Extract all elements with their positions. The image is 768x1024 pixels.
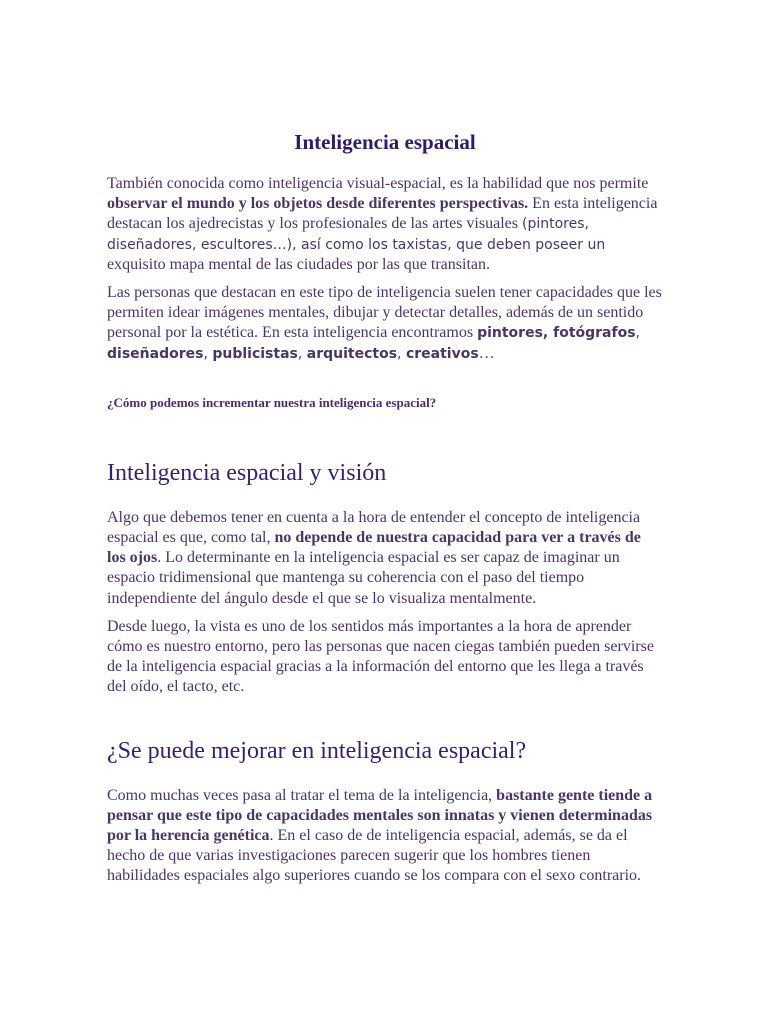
bold-text: diseñadores	[107, 345, 204, 362]
bold-text: publicistas	[212, 345, 298, 362]
bold-text: arquitectos	[306, 345, 398, 362]
text-span: ,	[203, 345, 213, 362]
paragraph-traits	[107, 283, 663, 364]
text-span: Algo que debemos tener en cuenta a la hora de entender el concepto de inteligencia espacial es que, como tal,	[107, 508, 641, 547]
text-span: . Lo determinante en la inteligencia espacial es ser capaz de imaginar un espacio tridimensional que mantenga su coherencia con el paso del tiempo independiente del ángulo desde el que se lo visualiza mentalmente.	[107, 549, 620, 607]
text-span: Las personas que destacan en este tipo de inteligencia suelen tener capacidades que les permiten idear imágenes mentales, dibujar y detectar detalles, además de un sentido personal por la estética. En esta inteligencia encontramos	[107, 284, 662, 342]
paragraph-improve	[107, 786, 663, 887]
bold-text: creativos	[405, 345, 479, 362]
section-heading-vision: Inteligencia espacial y visión	[107, 459, 387, 486]
text-span: , así como los taxistas, que deben poseer un	[292, 236, 606, 253]
text-span: ,	[635, 325, 640, 342]
document-title: Inteligencia espacial	[294, 130, 476, 154]
section-heading-improve: ¿Se puede mejorar en inteligencia espacial?	[107, 737, 527, 764]
text-span: exquisito mapa mental de las ciudades por las que transitan.	[107, 255, 490, 273]
text-span: Como muchas veces pasa al tratar el tema de la inteligencia,	[107, 786, 497, 804]
paragraph-vision	[107, 508, 663, 609]
paragraph-intro	[107, 174, 663, 275]
text-span: En esta inteligencia destacan los ajedrecistas y los profesionales de las artes visuales	[107, 195, 658, 233]
bold-text: observar el mundo y los objetos desde diferentes perspectivas.	[107, 195, 529, 213]
bold-text: bastante gente tiende a pensar que este tipo de capacidades mentales son innatas y vienen determinadas por la herencia genética	[107, 786, 653, 845]
text-span: ,	[297, 345, 307, 362]
text-span: (pintores, diseñadores, escultores…)	[107, 216, 589, 253]
bold-text: fotógrafos	[548, 325, 636, 342]
text-span: ,	[397, 345, 406, 362]
bold-text: pintores,	[477, 325, 549, 342]
text-span: También conocida como inteligencia visual-espacial, es la habilidad que nos permite	[107, 175, 649, 192]
bold-text: no depende de nuestra capacidad para ver a través de los ojos	[107, 529, 641, 567]
text-span: …	[478, 344, 495, 362]
question-link[interactable]: ¿Cómo podemos incrementar nuestra inteligencia espacial?	[107, 394, 437, 410]
document-content	[107, 128, 663, 895]
paragraph-blind: Desde luego, la vista es uno de los sentidos más importantes a la hora de aprender cómo es nuestro entorno, pero las personas que nacen ciegas también pueden servirse de la inteligencia espacial gracias a la información del entorno que les llega a través del oído, el tacto, etc.	[107, 617, 654, 696]
text-span: . En el caso de de inteligencia espacial, además, se da el hecho de que varias investigaciones parecen sugerir que los hombres tienen habilidades espaciales algo superiores cuando se los compara con el sexo contrario.	[107, 827, 642, 885]
